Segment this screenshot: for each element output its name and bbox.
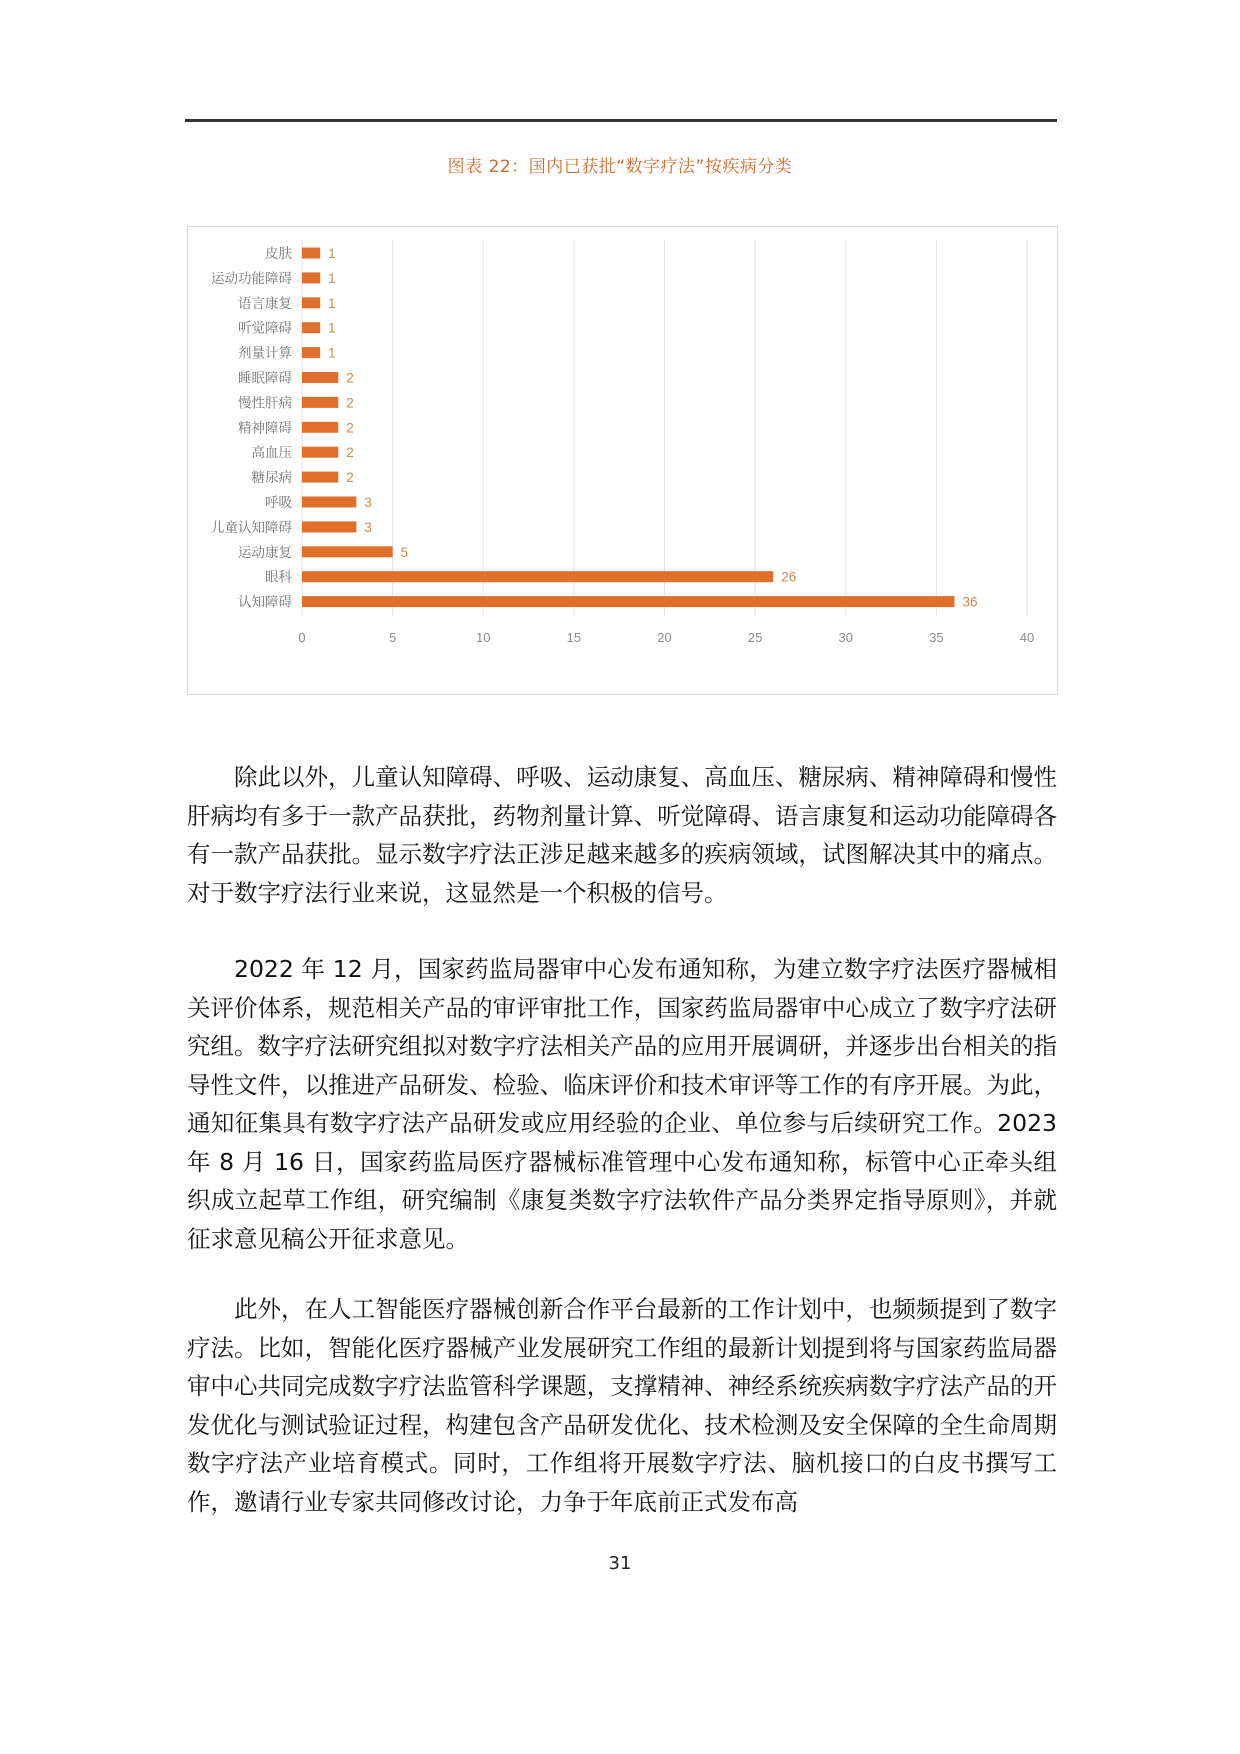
bar	[302, 422, 338, 433]
value-label: 2	[346, 395, 354, 411]
x-tick-label: 40	[1019, 630, 1035, 645]
category-label: 儿童认知障碍	[211, 519, 292, 536]
value-label: 1	[328, 345, 336, 361]
x-tick-label: 30	[838, 630, 853, 645]
bar	[302, 521, 356, 532]
paragraph-1-text: 除此以外，儿童认知障碍、呼吸、运动康复、高血压、糖尿病、精神障碍和慢性肝病均有多于一款产品获批，药物剂量计算、听觉障碍、语言康复和运动功能障碍各有一款产品获批。显示数字疗法正涉足越来越多的疾病领域，试图解决其中的痛点。对于数字疗法行业来说，这显然是一个积极的信号。	[187, 763, 1057, 907]
bar-chart	[187, 226, 1058, 695]
value-label: 3	[364, 519, 372, 535]
bar	[302, 571, 773, 582]
category-label: 认知障碍	[238, 594, 292, 611]
paragraph-3-text: 此外，在人工智能医疗器械创新合作平台最新的工作计划中，也频频提到了数字疗法。比如，智能化医疗器械产业发展研究工作组的最新计划提到将与国家药监局器审中心共同完成数字疗法监管科学课题，支撑精神、神经系统疾病数字疗法产品的开发优化与测试验证过程，构建包含产品研发优化、技术检测及安全保障的全生命周期数字疗法产业培育模式。同时，工作组将开展数字疗法、脑机接口的白皮书撰写工作，邀请行业专家共同修改讨论，力争于年底前正式发布高	[187, 1295, 1057, 1516]
x-tick-label: 25	[747, 630, 763, 645]
x-tick-label: 0	[298, 630, 306, 645]
value-label: 3	[364, 495, 372, 510]
bar	[302, 497, 356, 508]
value-label: 2	[346, 370, 354, 386]
value-label: 1	[328, 246, 336, 261]
category-label: 慢性肝病	[238, 395, 292, 412]
bar	[302, 322, 320, 333]
bar	[302, 472, 338, 483]
category-label: 呼吸	[265, 495, 292, 511]
bar	[302, 248, 320, 259]
x-tick-label: 10	[476, 630, 491, 645]
category-label: 精神障碍	[238, 420, 292, 437]
value-label: 1	[328, 320, 336, 336]
category-label: 糖尿病	[251, 470, 292, 487]
value-label: 2	[346, 445, 354, 461]
page-number: 31	[608, 1553, 632, 1574]
value-label: 2	[346, 470, 354, 486]
category-label: 睡眠障碍	[238, 370, 292, 387]
value-label: 1	[328, 295, 336, 311]
x-tick-labels	[298, 630, 1034, 645]
paragraph-1	[187, 758, 1057, 912]
category-label: 皮肤	[265, 246, 292, 262]
x-tick-label: 20	[657, 630, 672, 645]
bar	[302, 447, 338, 458]
value-label: 2	[346, 420, 354, 436]
bar	[302, 546, 393, 557]
bar	[302, 272, 320, 283]
bar	[302, 297, 320, 308]
x-tick-label: 35	[929, 630, 944, 645]
bar	[302, 397, 338, 408]
paragraph-2-text: 2022 年 12 月，国家药监局器审中心发布通知称，为建立数字疗法医疗器械相关评价体系，规范相关产品的审评审批工作，国家药监局器审中心成立了数字疗法研究组。数字疗法研究组拟对数字疗法相关产品的应用开展调研，并逐步出台相关的指导性文件，以推进产品研发、检验、临床评价和技术审评等工作的有序开展。为此，通知征集具有数字疗法产品研发或应用经验的企业、单位参与后续研究工作。2023 年 8 月 16 日，国家药监局医疗器械标准管理中心发布通知称，标管中心正牵头组织成立起草工作组，研究编制《康复类数字疗法软件产品分类界定指导原则》，并就征求意见稿公开征求意见。	[187, 955, 1057, 1253]
category-label: 运动康复	[238, 544, 292, 561]
category-label: 听觉障碍	[238, 320, 292, 337]
value-label: 36	[962, 594, 978, 610]
value-label: 1	[328, 270, 336, 286]
category-label: 眼科	[265, 569, 292, 586]
category-label: 剂量计算	[238, 345, 292, 362]
category-label: 运动功能障碍	[211, 270, 292, 287]
category-label: 语言康复	[238, 295, 292, 312]
value-label: 26	[781, 569, 797, 585]
figure-title: 图表 22：国内已获批“数字疗法”按疾病分类	[447, 157, 793, 177]
x-tick-label: 15	[566, 630, 582, 645]
bar	[302, 347, 320, 358]
bar	[302, 372, 338, 383]
value-labels	[328, 246, 977, 610]
paragraph-3	[187, 1290, 1057, 1521]
grid-lines	[302, 240, 1027, 616]
header-rule	[185, 119, 1057, 122]
category-label: 高血压	[251, 445, 292, 462]
paragraph-2	[187, 950, 1057, 1258]
bar	[302, 596, 955, 607]
category-labels	[211, 245, 292, 611]
value-label: 5	[400, 544, 409, 560]
x-tick-label: 5	[389, 630, 397, 645]
